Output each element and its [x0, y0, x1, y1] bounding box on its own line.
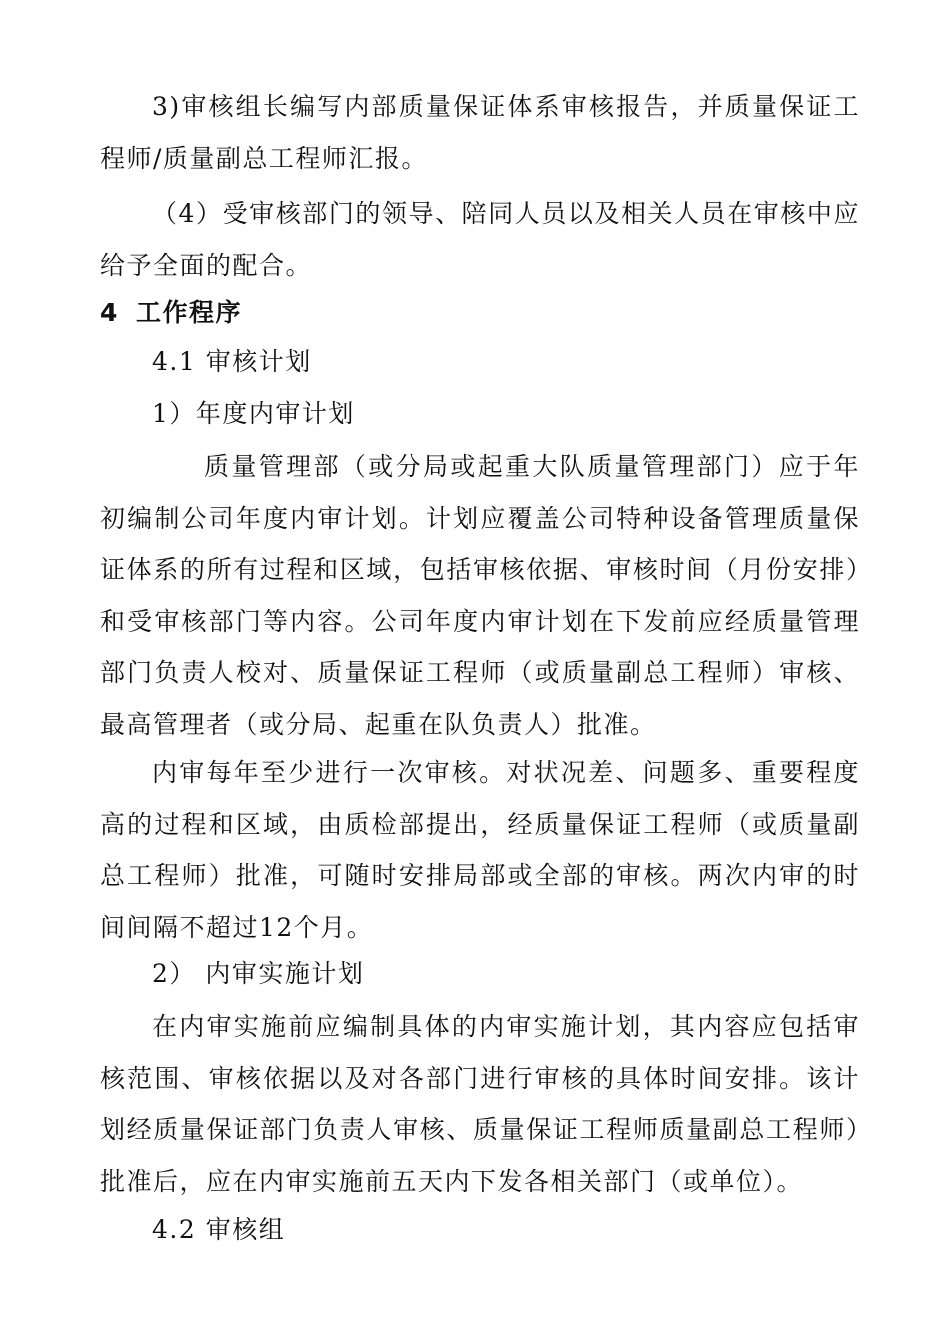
subsection-heading-audit-plan: 4.1 审核计划 — [152, 347, 312, 376]
item-heading-implementation-plan: 2） 内审实施计划 — [152, 959, 365, 988]
section-number: 4 — [100, 298, 119, 327]
item-heading-annual-plan: 1）年度内审计划 — [152, 399, 355, 428]
section-title: 工作程序 — [136, 298, 243, 327]
subsection-heading-audit-team: 4.2 审核组 — [152, 1215, 286, 1244]
paragraph-annual-plan: 质量管理部（或分局或起重大队质量管理部门）应于年初编制公司年度内审计划。计划应覆盖公司特种设备管理质量保证体系的所有过程和区域，包括审核依据、审核时间（月份安排）和受审核部门等内容。公司年度内审计划在下发前应经质量管理部门负责人校对、质量保证工程师（或质量副总工程师）审核、最高管理者（或分局、起重在队负责人）批准。 — [100, 452, 860, 739]
section-heading — [100, 293, 242, 333]
paragraph-cooperation: （4）受审核部门的领导、陪同人员以及相关人员在审核中应给予全面的配合。 — [100, 199, 860, 280]
paragraph-implementation-plan: 在内审实施前应编制具体的内审实施计划，其内容应包括审核范围、审核依据以及对各部门进行审核的具体时间安排。该计划经质量保证部门负责人审核、质量保证工程师质量副总工程师）批准后，应在内审实施前五天内下发各相关部门（或单位）。 — [100, 1012, 860, 1196]
paragraph-audit-frequency: 内审每年至少进行一次审核。对状况差、问题多、重要程度高的过程和区域，由质检部提出，经质量保证工程师（或质量副总工程师）批准，可随时安排局部或全部的审核。两次内审的时间间隔不超过12个月。 — [100, 758, 860, 942]
paragraph-audit-report: 3)审核组长编写内部质量保证体系审核报告，并质量保证工程师/质量副总工程师汇报。 — [100, 92, 860, 173]
